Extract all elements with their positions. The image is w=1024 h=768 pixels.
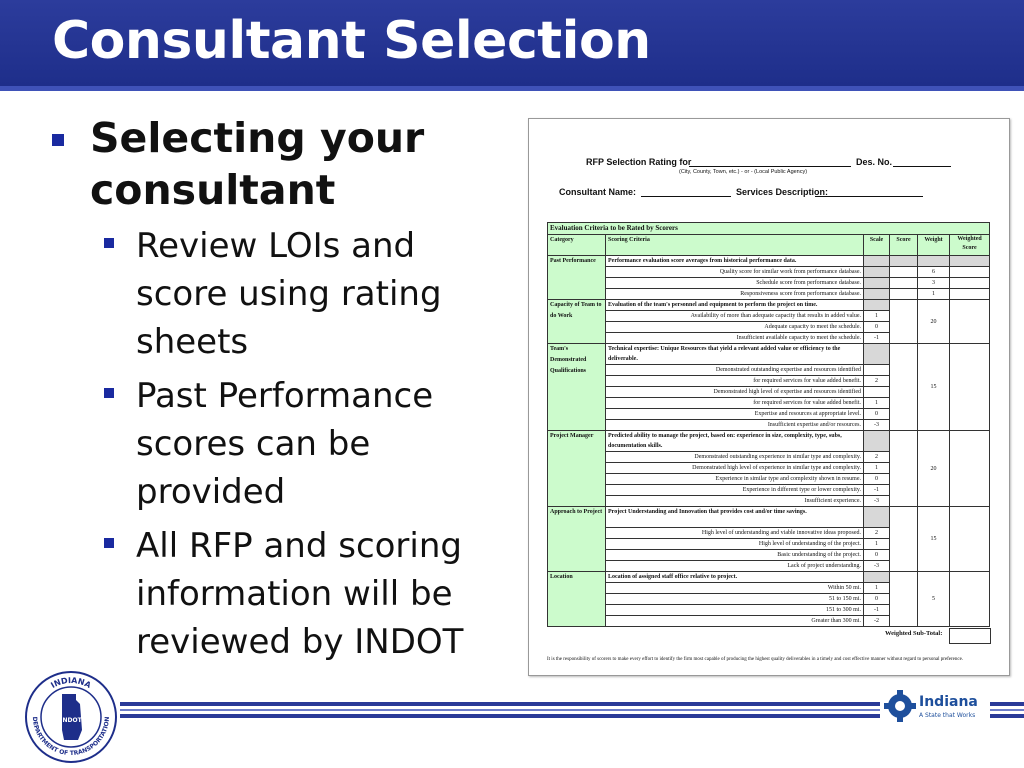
criteria-row: 151 to 300 mi. xyxy=(606,605,864,616)
rating-table xyxy=(547,222,990,627)
criteria-desc: Location of assigned staff office relative to project. xyxy=(606,572,864,583)
scale-cell: 2 xyxy=(864,376,890,387)
consultant-name-line xyxy=(641,187,731,197)
scale-cell: -1 xyxy=(864,605,890,616)
scale-cell: -3 xyxy=(864,420,890,431)
scale-cell: -2 xyxy=(864,616,890,627)
weighted-subtotal-label: Weighted Sub-Total: xyxy=(885,630,943,637)
scale-cell: 1 xyxy=(864,583,890,594)
bullet-list xyxy=(52,112,502,672)
slide-title: Consultant Selection xyxy=(52,11,651,71)
weight-cell: 6 xyxy=(918,267,950,278)
scale-cell: -3 xyxy=(864,496,890,507)
state-tagline-text: A State that Works xyxy=(919,712,976,719)
scale-cell: 0 xyxy=(864,474,890,485)
bullet-square-icon xyxy=(52,134,64,146)
header-category: Category xyxy=(548,235,606,256)
header-scale: Scale xyxy=(864,235,890,256)
sub-bullet xyxy=(104,522,502,666)
footer-stripe xyxy=(990,714,1024,718)
sub-bullet-text: Review LOIs and score using rating sheets xyxy=(136,226,442,362)
criteria-row: for required services for value added benefit. xyxy=(606,398,864,409)
criteria-desc: Evaluation of the team's personnel and equipment to perform the project on time. xyxy=(606,300,864,311)
scale-cell: 0 xyxy=(864,322,890,333)
footer-stripe xyxy=(120,702,880,706)
rating-for-label: RFP Selection Rating for xyxy=(586,157,692,167)
weight-cell: 5 xyxy=(918,572,950,627)
sub-bullet-list xyxy=(104,222,502,666)
criteria-row: Expertise and resources at appropriate level. xyxy=(606,409,864,420)
services-line xyxy=(815,187,923,197)
category-cell: Approach to Project xyxy=(548,507,606,572)
scale-cell: 0 xyxy=(864,594,890,605)
des-no-label: Des. No. xyxy=(856,157,893,167)
seal-top-text: INDIANA xyxy=(49,675,93,690)
criteria-row: Demonstrated high level of expertise and resources identified xyxy=(606,387,864,398)
rating-for-line xyxy=(689,157,851,167)
bullet-main-text: Selecting your consultant xyxy=(90,114,425,214)
seal-center-text: INDOT xyxy=(60,717,82,724)
weight-cell: 20 xyxy=(918,431,950,507)
criteria-desc: Predicted ability to manage the project, based on: experience in size, complexity, type, subs, documentation skills. xyxy=(606,431,864,452)
indot-seal-logo xyxy=(24,670,118,764)
weight-cell: 1 xyxy=(918,289,950,300)
footer-stripe xyxy=(990,702,1024,706)
scale-cell: 0 xyxy=(864,409,890,420)
bullet-square-icon xyxy=(104,238,114,248)
criteria-row: Insufficient available capacity to meet the schedule. xyxy=(606,333,864,344)
criteria-row: Lack of project understanding. xyxy=(606,561,864,572)
criteria-row: 51 to 150 mi. xyxy=(606,594,864,605)
bullet-square-icon xyxy=(104,538,114,548)
agency-note: (City, County, Town, etc.) - or - (Local Public Agency) xyxy=(679,169,808,175)
header-weight: Weight xyxy=(918,235,950,256)
footer-stripe xyxy=(120,709,880,711)
sub-bullet-text: All RFP and scoring information will be reviewed by INDOT xyxy=(136,526,464,662)
criteria-row: Adequate capacity to meet the schedule. xyxy=(606,322,864,333)
scale-cell: 2 xyxy=(864,452,890,463)
criteria-row: Basic understanding of the project. xyxy=(606,550,864,561)
criteria-row: High level of understanding and viable innovative ideas proposed. xyxy=(606,528,864,539)
criteria-row: Experience in different type or lower complexity. xyxy=(606,485,864,496)
criteria-row: Experience in similar type and complexity shown in resume. xyxy=(606,474,864,485)
sub-bullet xyxy=(104,222,502,366)
criteria-row: Schedule score from performance database. xyxy=(606,278,864,289)
rating-sheet-image xyxy=(528,118,1010,676)
weight-cell: 15 xyxy=(918,507,950,572)
criteria-row: Greater than 300 mi. xyxy=(606,616,864,627)
scale-cell: -1 xyxy=(864,485,890,496)
scale-cell: 0 xyxy=(864,550,890,561)
state-name-text: Indiana xyxy=(919,694,978,710)
criteria-row: Within 50 mi. xyxy=(606,583,864,594)
footer-stripe xyxy=(120,714,880,718)
criteria-row: Demonstrated outstanding expertise and resources identified xyxy=(606,365,864,376)
services-label: Services Description: xyxy=(736,187,829,197)
category-cell: Past Performance xyxy=(548,256,606,300)
criteria-row: Demonstrated high level of experience in similar type and complexity. xyxy=(606,463,864,474)
seal-bottom-text: DEPARTMENT OF TRANSPORTATION xyxy=(30,716,112,758)
scale-cell: 1 xyxy=(864,398,890,409)
criteria-row: Insufficient experience. xyxy=(606,496,864,507)
bullet-level1 xyxy=(52,112,502,216)
weight-cell: 20 xyxy=(918,300,950,344)
consultant-name-label: Consultant Name: xyxy=(559,187,637,197)
scale-cell xyxy=(864,387,890,398)
indiana-state-logo xyxy=(882,684,988,728)
table-caption: Evaluation Criteria to be Rated by Scorers xyxy=(548,223,990,235)
scale-cell: -1 xyxy=(864,333,890,344)
criteria-row: Insufficient expertise and/or resources. xyxy=(606,420,864,431)
weight-cell: 15 xyxy=(918,344,950,431)
footnote: It is the responsibility of scorers to make every effort to identify the firm most capable of producing the highest quality deliverables in a timely and cost effective manner without regard to personal preference. xyxy=(547,657,964,662)
scale-cell: 2 xyxy=(864,528,890,539)
category-cell: Location xyxy=(548,572,606,627)
category-cell: Capacity of Team to do Work xyxy=(548,300,606,344)
footer-stripe xyxy=(990,709,1024,711)
header-score: Score xyxy=(890,235,918,256)
scale-cell: 1 xyxy=(864,539,890,550)
criteria-row: High level of understanding of the project. xyxy=(606,539,864,550)
des-no-line xyxy=(893,157,951,167)
criteria-row: Availability of more than adequate capacity that results in added value. xyxy=(606,311,864,322)
criteria-row: Responsiveness score from performance database. xyxy=(606,289,864,300)
category-cell: Team's Demonstrated Qualifications xyxy=(548,344,606,431)
category-cell: Project Manager xyxy=(548,431,606,507)
criteria-desc: Performance evaluation score averages from historical performance data. xyxy=(606,256,864,267)
header-weighted-score: Weighted Score xyxy=(950,235,990,256)
sub-bullet-text: Past Performance scores can be provided xyxy=(136,376,434,512)
criteria-row: Quality score for similar work from performance database. xyxy=(606,267,864,278)
weight-cell: 3 xyxy=(918,278,950,289)
criteria-desc: Technical expertise: Unique Resources that yield a relevant added value or efficiency to the deliverable. xyxy=(606,344,864,365)
sub-bullet xyxy=(104,372,502,516)
scale-cell: 1 xyxy=(864,311,890,322)
criteria-row: for required services for value added benefit. xyxy=(606,376,864,387)
header-criteria: Scoring Criteria xyxy=(606,235,864,256)
gear-icon xyxy=(884,690,916,722)
weighted-subtotal-box xyxy=(949,628,991,644)
criteria-row: Demonstrated outstanding experience in similar type and complexity. xyxy=(606,452,864,463)
title-bar xyxy=(0,0,1024,91)
criteria-desc: Project Understanding and Innovation that provides cost and/or time savings. xyxy=(606,507,864,528)
scale-cell: -3 xyxy=(864,561,890,572)
scale-cell xyxy=(864,365,890,376)
bullet-square-icon xyxy=(104,388,114,398)
scale-cell: 1 xyxy=(864,463,890,474)
